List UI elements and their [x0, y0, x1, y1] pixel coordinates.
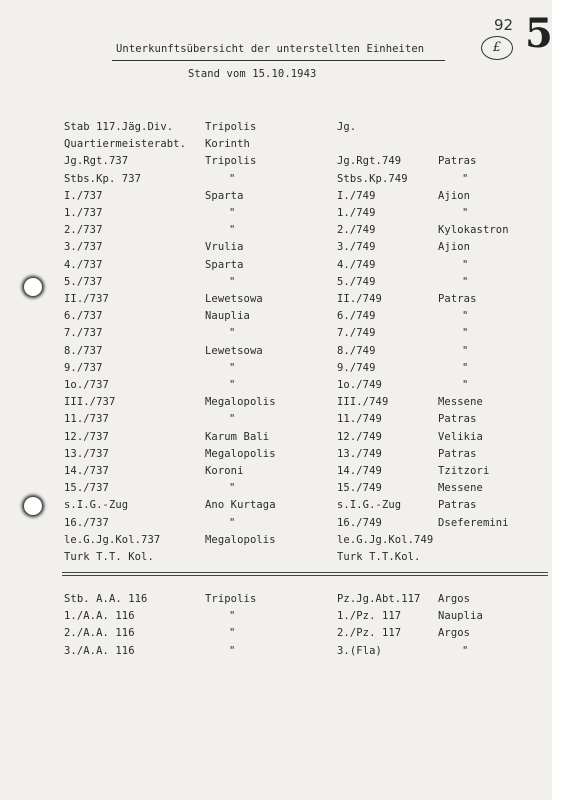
table-cell: 1./Pz. 117 [337, 610, 402, 623]
table-cell: Quartiermeisterabt. [64, 138, 187, 151]
table-cell: " [229, 275, 236, 288]
table-cell: 3./737 [64, 241, 103, 254]
table-cell: " [229, 327, 236, 340]
table-cell: 11./737 [64, 413, 109, 426]
table-cell: 14./749 [337, 465, 382, 477]
table-cell: 5./737 [64, 275, 103, 288]
table-cell: Jg.Rgt.737 [64, 155, 129, 168]
table-cell: " [229, 172, 236, 185]
table-cell: " [462, 172, 469, 185]
table-cell: " [229, 482, 236, 495]
table-cell: 7./749 [337, 327, 376, 340]
table-cell: " [229, 627, 236, 640]
table-cell: I./737 [64, 189, 103, 202]
table-cell: Patras [438, 447, 477, 460]
document-title: Unterkunftsübersicht der unterstellten Einheiten [116, 43, 425, 55]
table-cell: Nauplia [438, 610, 483, 623]
table-cell: " [229, 361, 236, 374]
table-cell: 6./749 [337, 310, 376, 323]
table-cell: s.I.G.-Zug [64, 499, 129, 512]
table-cell: 6./737 [64, 310, 103, 323]
table-cell: 16./749 [337, 516, 382, 529]
table-cell: 2./Pz. 117 [337, 627, 402, 640]
table-cell: Patras [438, 413, 477, 426]
table-cell: Lewetsowa [205, 293, 263, 305]
table-cell: Sparta [205, 189, 244, 202]
table-cell: " [462, 644, 469, 657]
table-cell: III./737 [64, 396, 116, 409]
table-cell: " [462, 258, 469, 271]
table-cell: 3./A.A. 116 [64, 644, 135, 657]
page-number: 5 [525, 10, 553, 57]
table-cell: Korinth [205, 138, 250, 151]
punch-hole [24, 278, 42, 296]
circled-mark: £ [481, 36, 513, 60]
table-cell: le.G.Jg.Kol.749 [337, 533, 434, 546]
table-cell: Jg.Rgt.749 [337, 155, 402, 168]
table-cell: " [462, 327, 469, 340]
table-cell: 1o./749 [337, 379, 382, 391]
table-cell: 8./737 [64, 344, 103, 357]
table-cell: Stab 117.Jäg.Div. [64, 121, 174, 133]
table-cell: 2./749 [337, 224, 376, 237]
table-cell: " [462, 379, 469, 391]
table-cell: " [462, 207, 469, 219]
table-cell: 13./749 [337, 447, 382, 460]
table-cell: 1o./737 [64, 379, 109, 391]
table-cell: Megalopolis [205, 447, 276, 460]
document-date: Stand vom 15.10.1943 [188, 68, 317, 80]
table-cell: Karum Bali [205, 430, 270, 443]
table-cell: Tripolis [205, 593, 257, 605]
table-cell: " [229, 610, 236, 623]
table-cell: Kylokastron [438, 224, 509, 237]
section-separator [62, 572, 548, 576]
table-cell: Megalopolis [205, 396, 276, 409]
table-cell: Ajion [438, 189, 471, 202]
punch-hole [24, 497, 42, 515]
table-cell: Argos [438, 593, 471, 605]
table-cell: 1./737 [64, 207, 103, 219]
table-cell: 15./749 [337, 482, 382, 495]
table-cell: Koroni [205, 465, 244, 477]
table-cell: " [229, 644, 236, 657]
table-cell: Ano Kurtaga [205, 499, 276, 512]
table-cell: Nauplia [205, 310, 250, 323]
table-cell: I./749 [337, 189, 376, 202]
table-cell: 1./749 [337, 207, 376, 219]
table-cell: Sparta [205, 258, 244, 271]
table-cell: 4./737 [64, 258, 103, 271]
table-cell: 15./737 [64, 482, 109, 495]
table-cell: 9./749 [337, 361, 376, 374]
table-cell: le.G.Jg.Kol.737 [64, 533, 161, 546]
table-cell: Velikia [438, 430, 483, 443]
handwritten-folio-number: 92 [494, 16, 514, 34]
table-cell: Tzitzori [438, 465, 490, 477]
table-cell: " [229, 207, 236, 219]
table-cell: II./737 [64, 293, 109, 305]
table-cell: 2./737 [64, 224, 103, 237]
table-cell: 16./737 [64, 516, 109, 529]
table-cell: Stb. A.A. 116 [64, 593, 148, 605]
table-cell: Tripolis [205, 155, 257, 168]
table-cell: Lewetsowa [205, 344, 263, 357]
table-cell: 12./749 [337, 430, 382, 443]
table-cell: 11./749 [337, 413, 382, 426]
table-cell: Patras [438, 499, 477, 512]
table-cell: 7./737 [64, 327, 103, 340]
table-cell: Argos [438, 627, 471, 640]
table-cell: 3./749 [337, 241, 376, 254]
title-underline [112, 60, 445, 61]
table-cell: " [229, 516, 236, 529]
table-cell: 8./749 [337, 344, 376, 357]
table-cell: Messene [438, 482, 483, 495]
table-cell: Turk T.T. Kol. [64, 551, 154, 563]
page-edge [552, 0, 572, 800]
table-cell: " [462, 361, 469, 374]
table-cell: Vrulia [205, 241, 244, 254]
table-cell: 1./A.A. 116 [64, 610, 135, 623]
table-cell: Jg. [337, 121, 357, 133]
table-cell: Dseferemini [438, 516, 509, 529]
table-cell: Stbs.Kp. 737 [64, 172, 142, 185]
table-cell: Megalopolis [205, 533, 276, 546]
table-cell: " [229, 224, 236, 237]
table-cell: II./749 [337, 293, 382, 305]
table-cell: 12./737 [64, 430, 109, 443]
table-cell: 3.(Fla) [337, 644, 382, 657]
table-cell: Turk T.T.Kol. [337, 551, 421, 563]
table-cell: 14./737 [64, 465, 109, 477]
table-cell: 4./749 [337, 258, 376, 271]
table-cell: Patras [438, 155, 477, 168]
table-cell: Ajion [438, 241, 471, 254]
table-cell: 13./737 [64, 447, 109, 460]
table-cell: Messene [438, 396, 483, 409]
table-cell: Tripolis [205, 121, 257, 133]
table-cell: Pz.Jg.Abt.117 [337, 593, 421, 605]
table-cell: 2./A.A. 116 [64, 627, 135, 640]
table-cell: s.I.G.-Zug [337, 499, 402, 512]
table-cell: Patras [438, 293, 477, 305]
table-cell: 5./749 [337, 275, 376, 288]
table-cell: " [229, 379, 236, 391]
table-cell: " [229, 413, 236, 426]
table-cell: " [462, 344, 469, 357]
table-cell: 9./737 [64, 361, 103, 374]
table-cell: Stbs.Kp.749 [337, 172, 408, 185]
table-cell: III./749 [337, 396, 389, 409]
table-cell: " [462, 275, 469, 288]
table-cell: " [462, 310, 469, 323]
